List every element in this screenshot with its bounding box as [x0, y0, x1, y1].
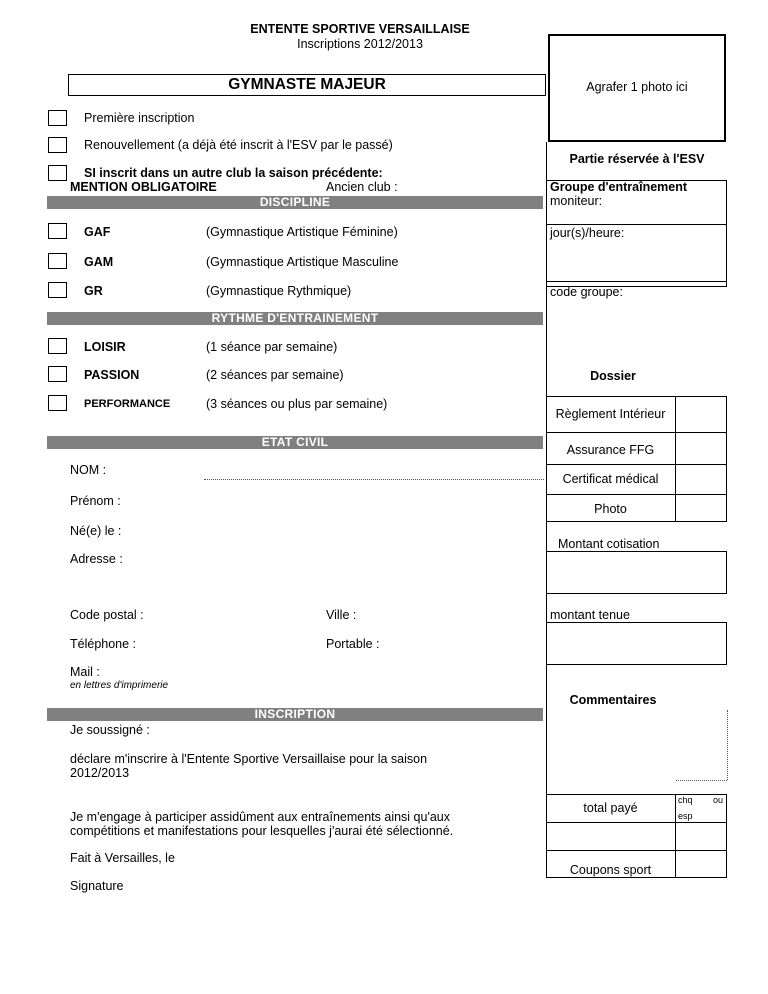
- form-title-box: [68, 74, 546, 96]
- chq-label: chq: [678, 795, 693, 805]
- prenom-label: Prénom :: [70, 494, 121, 508]
- assurance-label: Assurance FFG: [566, 443, 655, 457]
- rhythm-code: LOISIR: [84, 340, 126, 354]
- total-paid-label: total payé: [583, 801, 638, 815]
- renewal-checkbox[interactable]: [48, 137, 67, 153]
- former-club-label: Ancien club :: [326, 180, 398, 194]
- cotisation-box[interactable]: [546, 551, 727, 594]
- other-club-checkbox[interactable]: [48, 165, 67, 181]
- comments-title: Commentaires: [569, 693, 657, 707]
- cotisation-label: Montant cotisation: [558, 537, 660, 551]
- soussigne-label: Je soussigné :: [70, 723, 150, 737]
- discipline-desc: (Gymnastique Rythmique): [206, 284, 352, 298]
- mandatory-label: MENTION OBLIGATOIRE: [70, 180, 217, 194]
- address-label: Adresse :: [70, 552, 123, 566]
- gr-checkbox[interactable]: [48, 282, 67, 298]
- fait-a-label: Fait à Versailles, le: [70, 851, 175, 865]
- discipline-header: DISCIPLINE: [47, 196, 543, 209]
- dossier-title: Dossier: [590, 369, 636, 383]
- payment-row-line: [546, 850, 727, 851]
- discipline-desc: (Gymnastique Artistique Féminine): [206, 225, 398, 239]
- rhythm-code: PERFORMANCE: [84, 398, 171, 410]
- moniteur-label: moniteur:: [550, 194, 603, 208]
- group-divider: [546, 281, 727, 282]
- payment-row-line: [546, 822, 727, 823]
- group-title: Groupe d'entraînement: [550, 180, 688, 194]
- season-subtitle: Inscriptions 2012/2013: [297, 37, 423, 51]
- reglement-label: Règlement Intérieur: [555, 407, 666, 421]
- photo-box-label: Agrafer 1 photo ici: [586, 80, 688, 94]
- form-title: GYMNASTE MAJEUR: [228, 76, 386, 93]
- esp-label: esp: [678, 811, 693, 821]
- civil-header: ETAT CIVIL: [47, 436, 543, 449]
- declare-line-1: déclare m'inscrire à l'Entente Sportive Versaillaise pour la saison: [70, 752, 428, 766]
- first-registration-label: Première inscription: [84, 111, 195, 125]
- photo-label: Photo: [594, 502, 627, 516]
- group-divider: [546, 224, 727, 225]
- coupons-label: Coupons sport: [569, 863, 652, 877]
- mail-note: en lettres d'imprimerie: [70, 680, 169, 691]
- jour-heure-label: jour(s)/heure:: [550, 226, 625, 240]
- payment-divider: [675, 794, 676, 878]
- mail-label: Mail :: [70, 665, 100, 679]
- engage-line-2: compétitions et manifestations pour lesquelles j'aurai été sélectionné.: [70, 824, 454, 838]
- birth-date-label: Né(e) le :: [70, 524, 122, 538]
- first-registration-checkbox[interactable]: [48, 110, 67, 126]
- rhythm-desc: (3 séances ou plus par semaine): [206, 397, 388, 411]
- city-label: Ville :: [326, 608, 357, 622]
- mobile-label: Portable :: [326, 637, 380, 651]
- dossier-row-line: [546, 464, 727, 465]
- dossier-row-line: [546, 432, 727, 433]
- discipline-code: GAF: [84, 225, 111, 239]
- engage-line-1: Je m'engage à participer assidûment aux entraînements ainsi qu'aux: [70, 810, 450, 824]
- dossier-divider: [675, 396, 676, 522]
- certificat-label: Certificat médical: [562, 472, 659, 486]
- org-name: ENTENTE SPORTIVE VERSAILLAISE: [250, 22, 470, 36]
- inscription-header: INSCRIPTION: [47, 708, 543, 721]
- phone-label: Téléphone :: [70, 637, 137, 651]
- ou-label: ou: [713, 795, 724, 805]
- postal-code-label: Code postal :: [70, 608, 144, 622]
- other-club-label: SI inscrit dans un autre club la saison précédente:: [84, 166, 383, 180]
- rhythm-header: RYTHME D'ENTRAINEMENT: [47, 312, 543, 325]
- discipline-desc: (Gymnastique Artistique Masculine: [206, 255, 399, 269]
- gam-checkbox[interactable]: [48, 253, 67, 269]
- dossier-row-line: [546, 494, 727, 495]
- comments-border: [727, 710, 728, 780]
- tenue-label: montant tenue: [550, 608, 630, 622]
- performance-checkbox[interactable]: [48, 395, 67, 411]
- gaf-checkbox[interactable]: [48, 223, 67, 239]
- reserved-title: Partie réservée à l'ESV: [569, 152, 705, 166]
- nom-label: NOM :: [70, 463, 107, 477]
- tenue-box[interactable]: [546, 622, 727, 665]
- comments-bottom: [676, 780, 727, 781]
- nom-field-line[interactable]: [204, 479, 544, 480]
- passion-checkbox[interactable]: [48, 366, 67, 382]
- rhythm-code: PASSION: [84, 368, 140, 382]
- rhythm-desc: (1 séance par semaine): [206, 340, 338, 354]
- discipline-code: GAM: [84, 255, 114, 269]
- rhythm-desc: (2 séances par semaine): [206, 368, 344, 382]
- code-groupe-label: code groupe:: [550, 285, 623, 299]
- discipline-code: GR: [84, 284, 103, 298]
- renewal-label: Renouvellement (a déjà été inscrit à l'ESV par le passé): [84, 138, 393, 152]
- loisir-checkbox[interactable]: [48, 338, 67, 354]
- signature-label: Signature: [70, 879, 124, 893]
- declare-line-2: 2012/2013: [70, 766, 130, 780]
